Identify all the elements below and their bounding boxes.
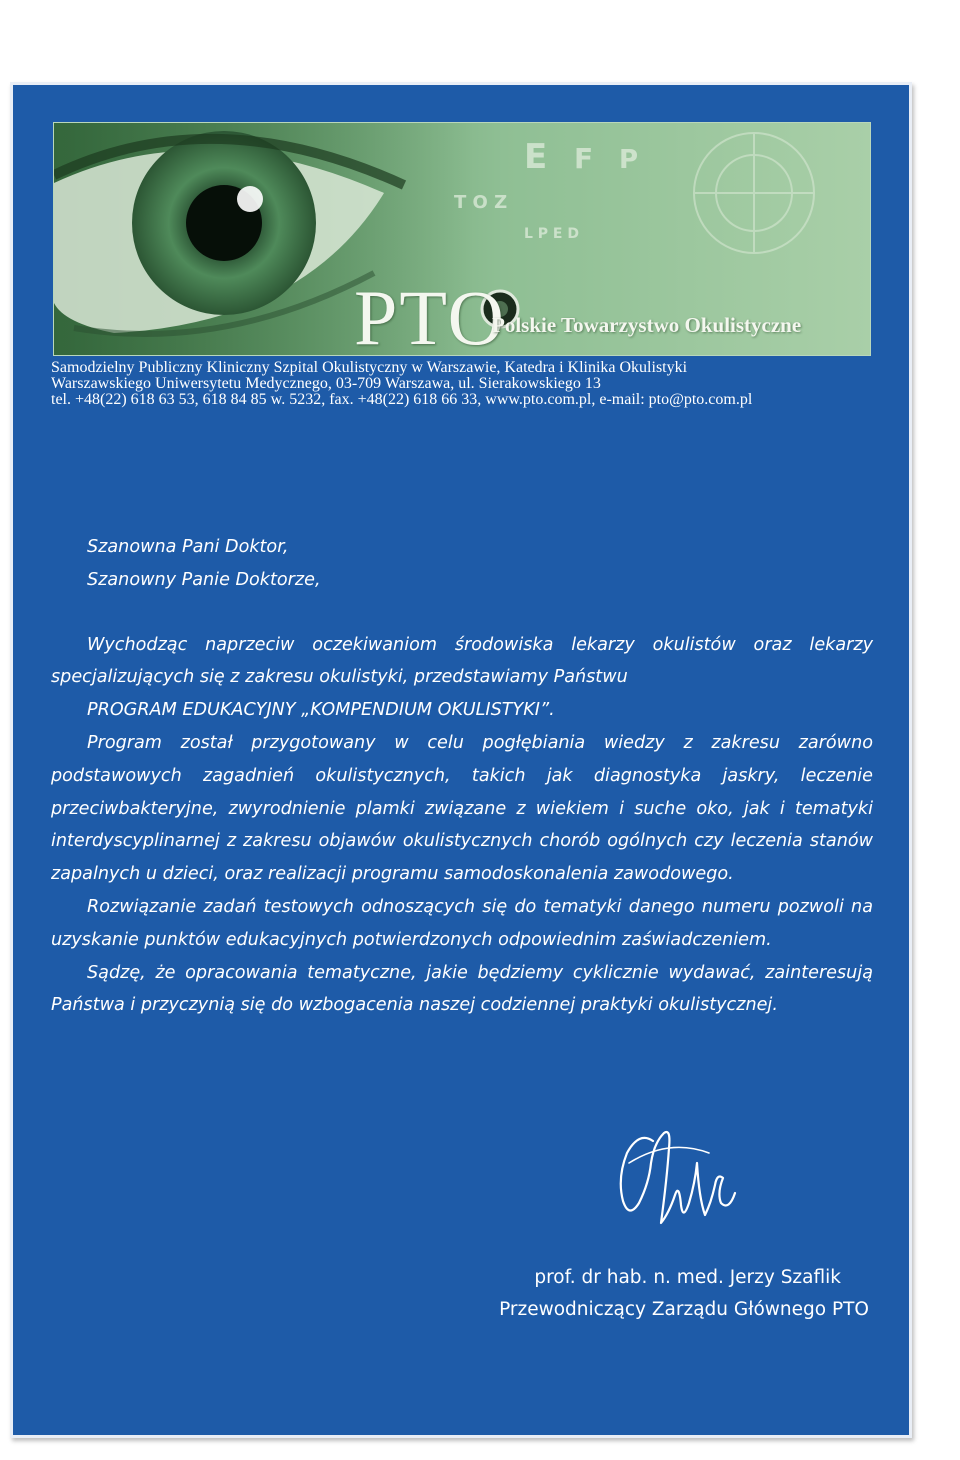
handwritten-signature [609, 1123, 759, 1243]
letter-page [10, 82, 912, 1438]
paragraph: Wychodząc naprzeciw oczekiwaniom środowiska lekarzy okulistów oraz lekarzy specjalizujących się z zakresu okulistyki, przedstawiamy Państwu [51, 634, 873, 688]
svg-text:F: F [574, 142, 594, 175]
letter-body [51, 531, 873, 1022]
greeting: Szanowna Pani Doktor, [87, 537, 289, 557]
svg-text:T O Z: T O Z [454, 192, 508, 213]
address-line: Samodzielny Publiczny Kliniczny Szpital Okulistyczny w Warszawie, Katedra i Klinika Okulistyki [51, 359, 688, 376]
address-line: Warszawskiego Uniwersytetu Medycznego, 03-709 Warszawa, ul. Sierakowskiego 13 [51, 375, 601, 392]
svg-text:P: P [619, 145, 639, 175]
paragraph: Program został przygotowany w celu pogłębiania wiedzy z zakresu zarówno podstawowych zagadnień okulistycznych, takich jak diagnostyka jaskry, leczenie przeciwbakteryjne, zwyrodnienie plamki związane z wiekiem i suche oko, jak i tematyki interdyscyplinarnej z zakresu objawów okulistycznych chorób ogólnych czy leczenia stanów zapalnych u dzieci, oraz realizacji programu samodoskonalenia zawodowego. [51, 732, 873, 885]
signature-block [499, 1262, 869, 1326]
address-line: tel. +48(22) 618 63 53, 618 84 85 w. 5232, fax. +48(22) 618 66 33, www.pto.com.pl, e-mail: pto@pto.com.pl [51, 391, 753, 408]
program-title: PROGRAM EDUKACYJNY „KOMPENDIUM OKULISTYKI”. [87, 700, 555, 721]
svg-text:L P E D: L P E D [524, 226, 579, 242]
svg-text:E: E [524, 137, 548, 177]
header-banner [53, 122, 871, 356]
logo-wordmark: PTO [354, 274, 506, 356]
address-block [51, 360, 881, 408]
logo-subtitle: Polskie Towarzystwo Okulistyczne [492, 313, 802, 337]
signatory-name: prof. dr hab. n. med. Jerzy Szaflik [534, 1267, 841, 1288]
greeting: Szanowny Panie Doktorze, [87, 569, 321, 590]
paragraph: Sądzę, że opracowania tematyczne, jakie będziemy cyklicznie wydawać, zainteresują Państwa i przyczynią się do wzbogacenia naszej codziennej praktyki okulistycznej. [51, 962, 873, 1016]
paragraph: Rozwiązanie zadań testowych odnoszących się do tematyki danego numeru pozwoli na uzyskanie punktów edukacyjnych potwierdzonych odpowiednim zaświadczeniem. [51, 896, 873, 950]
signatory-title: Przewodniczący Zarządu Głównego PTO [499, 1299, 869, 1320]
